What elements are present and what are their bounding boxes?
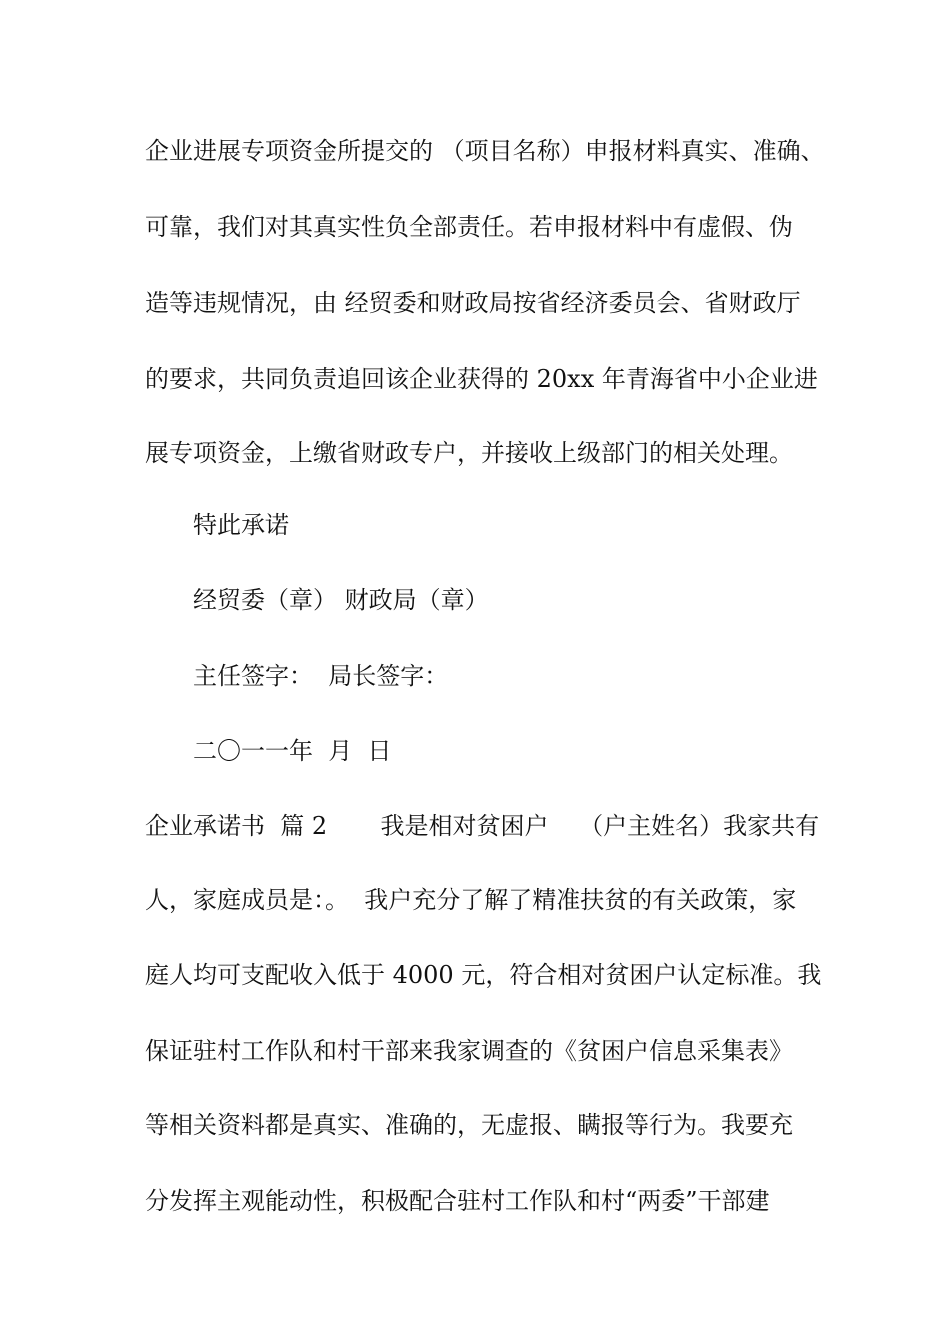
signature-line: 主任签字： 局长签字：	[193, 662, 449, 690]
paragraph-line: 等相关资料都是真实、准确的，无虚报、瞒报等行为。我要充	[145, 1111, 793, 1139]
date-line: 二〇一一年 月 日	[193, 737, 392, 765]
paragraph-line: 造等违规情况，由 经贸委和财政局按省经济委员会、省财政厅	[145, 289, 801, 317]
paragraph-line: 分发挥主观能动性，积极配合驻村工作队和村“两委”干部建	[145, 1187, 770, 1215]
section-heading-line: 企业承诺书 篇 2 我是相对贫困户 （户主姓名）我家共有	[145, 812, 820, 840]
closing-statement: 特此承诺	[193, 511, 289, 539]
paragraph-line: 庭人均可支配收入低于 4000 元，符合相对贫困户认定标准。我	[145, 961, 822, 989]
seal-line: 经贸委（章） 财政局（章）	[193, 586, 489, 614]
paragraph-line: 企业进展专项资金所提交的 （项目名称）申报材料真实、准确、	[145, 137, 825, 165]
paragraph-line: 展专项资金，上缴省财政专户，并接收上级部门的相关处理。	[145, 439, 793, 467]
paragraph-line: 保证驻村工作队和村干部来我家调查的《贫困户信息采集表》	[145, 1037, 793, 1065]
paragraph-line: 人，家庭成员是：。 我户充分了解了精准扶贫的有关政策，家	[145, 886, 797, 914]
paragraph-line: 的要求，共同负责追回该企业获得的 20xx 年青海省中小企业进	[145, 365, 818, 393]
paragraph-line: 可靠，我们对其真实性负全部责任。若申报材料中有虚假、伪	[145, 213, 793, 241]
